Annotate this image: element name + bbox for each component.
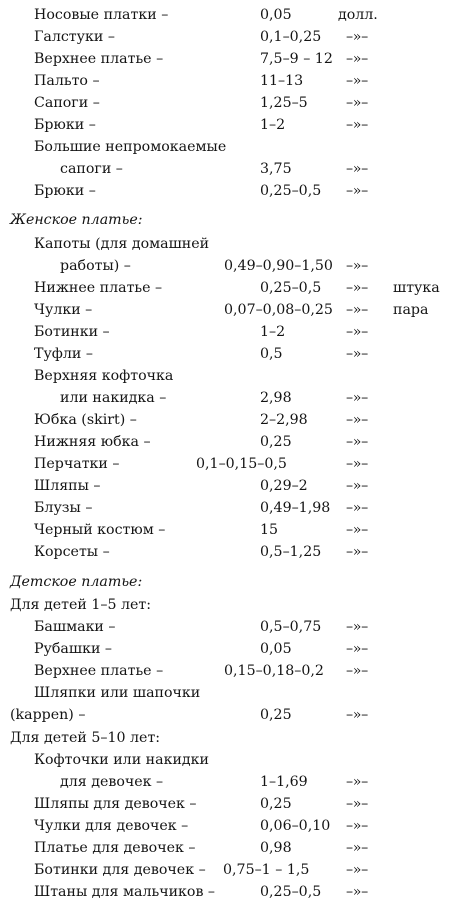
item-price: 1–2 bbox=[260, 324, 286, 340]
item-label: Брюки – bbox=[34, 183, 96, 199]
item-price: 0,29–2 bbox=[260, 478, 308, 494]
item-price: 1–2 bbox=[260, 117, 286, 133]
ditto-mark: –»– bbox=[346, 183, 368, 199]
item-price: 0,05 bbox=[260, 641, 292, 657]
ditto-mark: –»– bbox=[346, 707, 368, 723]
item-price: 3,75 bbox=[260, 161, 292, 177]
item-label: работы) – bbox=[60, 258, 131, 274]
list-item bbox=[0, 771, 450, 793]
section-heading-text: Для детей 5–10 лет: bbox=[10, 730, 161, 746]
section-heading-text: Детское платье: bbox=[10, 574, 143, 590]
ditto-mark: –»– bbox=[346, 522, 368, 538]
item-label: Чулки для девочек – bbox=[34, 818, 189, 834]
list-item bbox=[0, 277, 450, 299]
item-price: 0,1–0,15–0,5 bbox=[196, 456, 287, 472]
item-label: Ботинки – bbox=[34, 324, 110, 340]
ditto-mark: –»– bbox=[346, 663, 368, 679]
item-price: 1,25–5 bbox=[260, 95, 308, 111]
item-label: сапоги – bbox=[60, 161, 123, 177]
list-item bbox=[0, 638, 450, 660]
ditto-mark: –»– bbox=[346, 544, 368, 560]
item-label: Ботинки для девочек – bbox=[34, 862, 206, 878]
list-item bbox=[0, 541, 450, 563]
item-price: 11–13 bbox=[260, 73, 304, 89]
item-label: Кофточки или накидки bbox=[34, 752, 209, 768]
item-label: Сапоги – bbox=[34, 95, 100, 111]
item-price: 0,25–0,5 bbox=[260, 884, 322, 900]
list-item bbox=[0, 233, 450, 255]
item-price: 15 bbox=[260, 522, 279, 538]
section-heading-text: Женское платье: bbox=[10, 212, 143, 228]
list-item bbox=[0, 387, 450, 409]
item-label: Черный костюм – bbox=[34, 522, 166, 538]
list-item bbox=[0, 343, 450, 365]
list-item bbox=[0, 660, 450, 682]
ditto-mark: –»– bbox=[346, 258, 368, 274]
item-price: 0,98 bbox=[260, 840, 292, 856]
list-item bbox=[0, 180, 450, 202]
item-label: Юбка (skirt) – bbox=[34, 412, 137, 428]
ditto-mark: –»– bbox=[346, 73, 368, 89]
item-price: 0,5–1,25 bbox=[260, 544, 322, 560]
list-item bbox=[0, 70, 450, 92]
item-price: 0,49–0,90–1,50 bbox=[224, 258, 333, 274]
item-price: 2–2,98 bbox=[260, 412, 308, 428]
unit-label: долл. bbox=[338, 7, 378, 23]
list-item bbox=[0, 4, 450, 26]
item-price: 0,15–0,18–0,2 bbox=[224, 663, 324, 679]
item-label: для девочек – bbox=[60, 774, 164, 790]
item-label: Перчатки – bbox=[34, 456, 120, 472]
item-label: Шляпы для девочек – bbox=[34, 796, 197, 812]
ditto-mark: –»– bbox=[346, 302, 368, 318]
item-price: 0,5 bbox=[260, 346, 283, 362]
item-label: или накидка – bbox=[60, 390, 167, 406]
item-price: 0,25 bbox=[260, 796, 292, 812]
section-heading bbox=[0, 727, 450, 749]
ditto-mark: –»– bbox=[346, 434, 368, 450]
list-item bbox=[0, 837, 450, 859]
ditto-mark: –»– bbox=[346, 862, 368, 878]
list-item bbox=[0, 453, 450, 475]
item-price: 0,75–1 – 1,5 bbox=[223, 862, 310, 878]
ditto-mark: –»– bbox=[346, 280, 368, 296]
item-label: Пальто – bbox=[34, 73, 100, 89]
list-item bbox=[0, 299, 450, 321]
list-item bbox=[0, 475, 450, 497]
ditto-mark: –»– bbox=[346, 346, 368, 362]
ditto-mark: –»– bbox=[346, 796, 368, 812]
item-label: (kappen) – bbox=[10, 707, 86, 723]
item-price: 0,05 bbox=[260, 7, 292, 23]
ditto-mark: –»– bbox=[346, 324, 368, 340]
item-label: Носовые платки – bbox=[34, 7, 169, 23]
list-item bbox=[0, 136, 450, 158]
unit-label: штука bbox=[393, 280, 440, 296]
ditto-mark: –»– bbox=[346, 456, 368, 472]
ditto-mark: –»– bbox=[346, 818, 368, 834]
ditto-mark: –»– bbox=[346, 840, 368, 856]
list-item bbox=[0, 616, 450, 638]
item-label: Галстуки – bbox=[34, 29, 115, 45]
list-item bbox=[0, 749, 450, 771]
ditto-mark: –»– bbox=[346, 884, 368, 900]
item-label: Верхнее платье – bbox=[34, 51, 164, 67]
item-label: Штаны для мальчиков – bbox=[34, 884, 216, 900]
list-item bbox=[0, 409, 450, 431]
list-item bbox=[0, 815, 450, 837]
section-heading bbox=[0, 571, 450, 593]
unit-label: пара bbox=[393, 302, 429, 318]
ditto-mark: –»– bbox=[346, 95, 368, 111]
item-price: 1–1,69 bbox=[260, 774, 308, 790]
ditto-mark: –»– bbox=[346, 117, 368, 133]
item-price: 0,06–0,10 bbox=[260, 818, 331, 834]
item-label: Шляпы – bbox=[34, 478, 101, 494]
item-price: 2,98 bbox=[260, 390, 292, 406]
ditto-mark: –»– bbox=[346, 774, 368, 790]
ditto-mark: –»– bbox=[346, 29, 368, 45]
ditto-mark: –»– bbox=[346, 161, 368, 177]
list-item bbox=[0, 497, 450, 519]
item-label: Верхняя кофточка bbox=[34, 368, 174, 384]
list-item bbox=[0, 881, 450, 903]
item-label: Верхнее платье – bbox=[34, 663, 164, 679]
ditto-mark: –»– bbox=[346, 390, 368, 406]
list-item bbox=[0, 519, 450, 541]
section-heading-text: Для детей 1–5 лет: bbox=[10, 597, 152, 613]
item-label: Рубашки – bbox=[34, 641, 113, 657]
list-item bbox=[0, 431, 450, 453]
section-heading bbox=[0, 594, 450, 616]
item-label: Блузы – bbox=[34, 500, 93, 516]
ditto-mark: –»– bbox=[346, 619, 368, 635]
item-price: 0,49–1,98 bbox=[260, 500, 331, 516]
item-label: Капоты (для домашней bbox=[34, 236, 210, 252]
item-price: 0,25 bbox=[260, 707, 292, 723]
list-item bbox=[0, 682, 450, 704]
list-item bbox=[0, 321, 450, 343]
list-item bbox=[0, 48, 450, 70]
item-label: Башмаки – bbox=[34, 619, 116, 635]
item-price: 0,25 bbox=[260, 434, 292, 450]
ditto-mark: –»– bbox=[346, 500, 368, 516]
list-item bbox=[0, 158, 450, 180]
item-label: Чулки – bbox=[34, 302, 93, 318]
list-item bbox=[0, 92, 450, 114]
item-price: 0,1–0,25 bbox=[260, 29, 322, 45]
ditto-mark: –»– bbox=[346, 478, 368, 494]
item-label: Туфли – bbox=[34, 346, 93, 362]
item-label: Большие непромокаемые bbox=[34, 139, 227, 155]
item-price: 0,5–0,75 bbox=[260, 619, 322, 635]
item-label: Нижняя юбка – bbox=[34, 434, 151, 450]
item-label: Брюки – bbox=[34, 117, 96, 133]
item-price: 0,25–0,5 bbox=[260, 183, 322, 199]
list-item bbox=[0, 365, 450, 387]
item-price: 0,25–0,5 bbox=[260, 280, 322, 296]
list-item bbox=[0, 255, 450, 277]
item-price: 7,5–9 – 12 bbox=[260, 51, 333, 67]
list-item bbox=[0, 859, 450, 881]
ditto-mark: –»– bbox=[346, 641, 368, 657]
list-item bbox=[0, 793, 450, 815]
item-label: Шляпки или шапочки bbox=[34, 685, 201, 701]
ditto-mark: –»– bbox=[346, 51, 368, 67]
list-item bbox=[0, 26, 450, 48]
item-label: Платье для девочек – bbox=[34, 840, 196, 856]
list-item bbox=[0, 114, 450, 136]
section-heading bbox=[0, 209, 450, 231]
ditto-mark: –»– bbox=[346, 412, 368, 428]
list-item bbox=[0, 704, 450, 726]
item-label: Нижнее платье – bbox=[34, 280, 163, 296]
item-price: 0,07–0,08–0,25 bbox=[224, 302, 333, 318]
item-label: Корсеты – bbox=[34, 544, 110, 560]
